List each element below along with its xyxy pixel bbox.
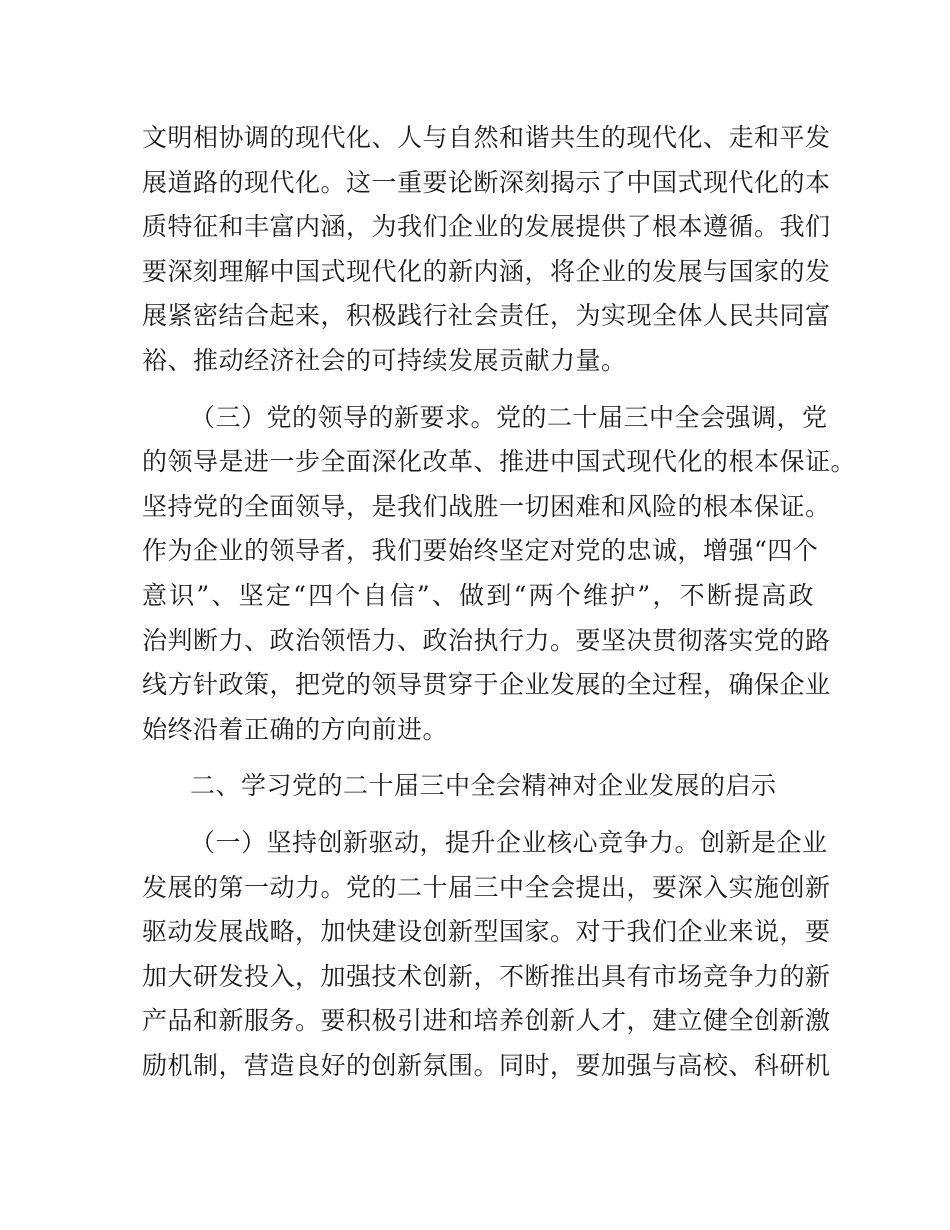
text-line: 裕、推动经济社会的可持续发展贡献力量。 bbox=[142, 345, 627, 375]
paragraph-party-leadership bbox=[142, 396, 857, 753]
text-line: （一）坚持创新驱动，提升企业核心竞争力。创新是企业 bbox=[190, 827, 828, 857]
paragraph-spacer bbox=[142, 809, 814, 821]
text-line: 励机制，营造良好的创新氛围。同时，要加强与高校、科研机 bbox=[142, 1050, 831, 1080]
text-line: 始终沿着正确的方向前进。 bbox=[142, 714, 449, 744]
paragraph-spacer bbox=[142, 384, 814, 396]
text-line: 展道路的现代化。这一重要论断深刻揭示了中国式现代化的本 bbox=[142, 167, 831, 197]
text-line: 加大研发投入，加强技术创新，不断推出具有市场竞争力的新 bbox=[142, 961, 831, 991]
heading-text: 二、学习党的二十届三中全会精神对企业发展的启示 bbox=[190, 771, 777, 801]
text-line: 驱动发展战略，加快建设创新型国家。对于我们企业来说，要 bbox=[142, 917, 831, 947]
document-body bbox=[142, 116, 857, 1088]
text-line: 文明相协调的现代化、人与自然和谐共生的现代化、走和平发 bbox=[142, 123, 831, 152]
text-line: （三）党的领导的新要求。党的二十届三中全会强调，党 bbox=[190, 402, 828, 432]
text-line: 坚持党的全面领导，是我们战胜一切困难和风险的根本保证。 bbox=[142, 491, 831, 521]
paragraph-spacer bbox=[142, 752, 814, 764]
text-line: 线方针政策，把党的领导贯穿于企业发展的全过程，确保企业 bbox=[142, 670, 831, 700]
text-line: 产品和新服务。要积极引进和培养创新人才，建立健全创新激 bbox=[142, 1006, 831, 1036]
paragraph-modernization bbox=[142, 116, 831, 384]
text-line: 治判断力、政治领悟力、政治执行力。要坚决贯彻落实党的路 bbox=[142, 625, 831, 655]
text-line: 展紧密结合起来，积极践行社会责任，为实现全体人民共同富 bbox=[142, 301, 831, 331]
text-line: 发展的第一动力。党的二十届三中全会提出，要深入实施创新 bbox=[142, 872, 831, 902]
text-line: 作为企业的领导者，我们要始终坚定对党的忠诚，增强“四个 bbox=[142, 536, 819, 566]
text-line: 质特征和丰富内涵，为我们企业的发展提供了根本遵循。我们 bbox=[142, 212, 831, 242]
text-line: 要深刻理解中国式现代化的新内涵，将企业的发展与国家的发 bbox=[142, 256, 831, 286]
text-line: 意识”、坚定“四个自信”、做到“两个维护”，不断提高政 bbox=[142, 580, 814, 610]
text-line: 的领导是进一步全面深化改革、推进中国式现代化的根本保证。 bbox=[142, 447, 857, 477]
section-heading bbox=[142, 764, 814, 809]
paragraph-innovation bbox=[142, 821, 831, 1089]
